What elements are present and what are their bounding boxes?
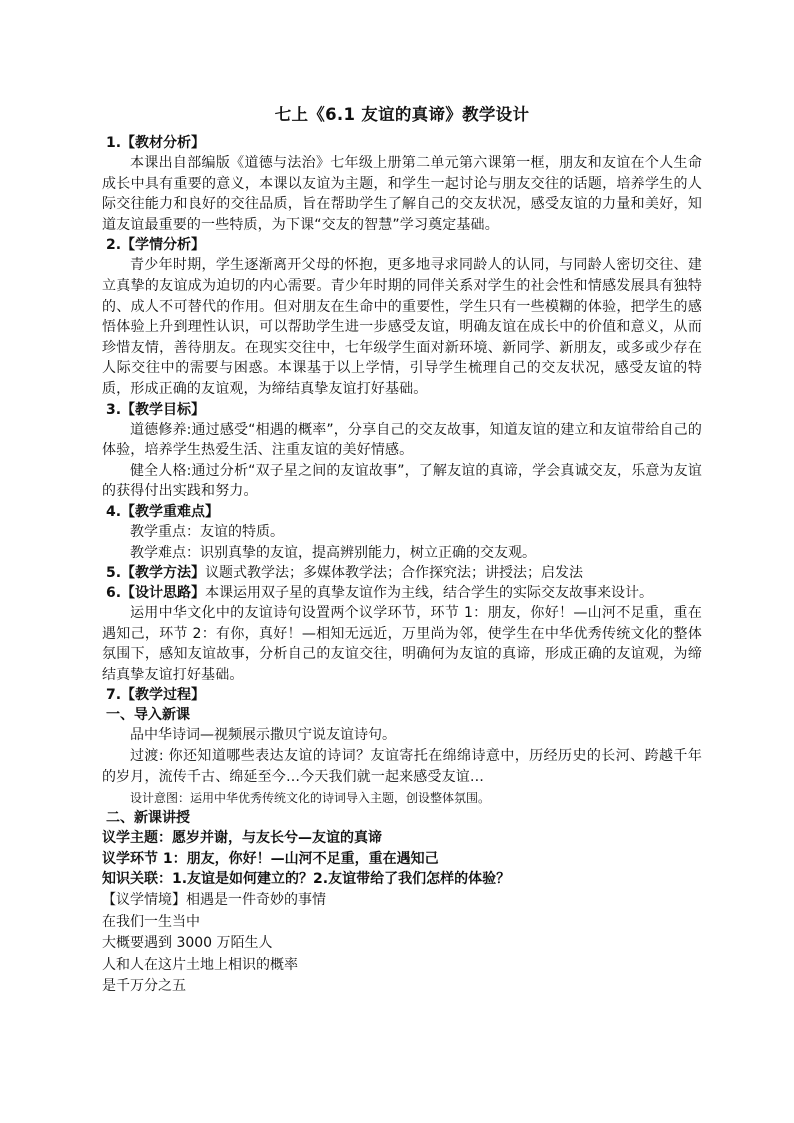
section-heading-methods: 5.【教学方法】 — [106, 565, 206, 582]
design-text: 运用中华文化中的友谊诗句设置两个议学环节，环节 1：朋友，你好！—山河不足重，重在遇知己，环节 2：有你，真好！—相知无远近，万里尚为邻，使学生在中华优秀传统文化的整体氛围下，感知友谊故事，分析自己的友谊交往，明确何为友谊的真谛，形成正确的友谊观，为缔结真挚友谊打好基础。 — [102, 605, 702, 683]
goal-personality-text: 健全人格:通过分析“双子星之间的友谊故事”，了解友谊的真谛，学会真诚交友，乐意为友谊的获得付出实践和努力。 — [102, 462, 702, 500]
poem-line: 人和人在这片土地上相识的概率 — [102, 956, 298, 973]
poem-line: 在我们一生当中 — [102, 913, 200, 930]
goal-moral-text: 道德修养:通过感受“相遇的概率”，分享自己的交友故事，知道友谊的建立和友谊带给自己的体验，培养学生热爱生活、注重友谊的美好情感。 — [102, 421, 702, 459]
design-inline-text: 本课运用双子星的真挚友谊作为主线，结合学生的实际交友故事来设计。 — [205, 585, 654, 602]
process-heading-new-lesson: 二、新课讲授 — [106, 810, 190, 827]
section-heading-key-points: 4.【教学重难点】 — [106, 503, 220, 520]
section-design — [102, 583, 702, 603]
process-heading-intro: 一、导入新课 — [106, 707, 190, 724]
scene-label: 【议学情境】 — [102, 892, 186, 909]
design-intent-note: 设计意图：运用中华优秀传统文化的诗词导入主题，创设整体氛围。 — [130, 791, 491, 806]
discussion-topic: 议学主题：愿岁并谢，与友长兮—友谊的真谛 — [102, 830, 382, 847]
document-title: 七上《6.1 友谊的真谛》教学设计 — [274, 105, 530, 124]
section-heading-process: 7.【教学过程】 — [106, 687, 206, 704]
section-heading-student-analysis: 2.【学情分析】 — [106, 237, 206, 254]
scene-text: 相遇是一件奇妙的事情 — [186, 892, 326, 909]
section-heading-teaching-goals: 3.【教学目标】 — [106, 401, 206, 418]
knowledge-link: 知识关联：1.友谊是如何建立的？2.友谊带给了我们怎样的体验？ — [102, 871, 511, 888]
discussion-link-1: 议学环节 1：朋友，你好！—山河不足重，重在遇知己 — [102, 850, 439, 867]
key-point-text: 教学重点：友谊的特质。 — [130, 523, 284, 540]
transition-text: 过渡: 你还知道哪些表达友谊的诗词？友谊寄托在绵绵诗意中，历经历史的长河、跨越千年的岁月，流传千古、绵延至今…今天我们就一起来感受友谊… — [102, 748, 702, 785]
methods-text: 议题式教学法；多媒体教学法；合作探究法；讲授法；启发法 — [205, 565, 584, 582]
section-heading-design: 6.【设计思路】 — [106, 585, 206, 602]
section-methods — [102, 563, 702, 583]
document-page — [102, 104, 702, 998]
textbook-analysis-text: 本课出自部编版《道德与法治》七年级上册第二单元第六课第一框，朋友和友谊在个人生命成长中具有重要的意义，本课以友谊为主题，和学生一起讨论与朋友交往的话题，培养学生的人际交往能力和良好的交往品质，旨在帮助学生了解自己的交友状况，感受友谊的力量和美好，知道友谊最重要的一些特质，为下课“交友的智慧”学习奠定基础。 — [102, 155, 702, 233]
section-heading-textbook-analysis: 1.【教材分析】 — [106, 135, 206, 151]
student-analysis-text: 青少年时期，学生逐渐离开父母的怀抱，更多地寻求同龄人的认同，与同龄人密切交往、建立真挚的友谊成为迫切的内心需要。青少年时期的同伴关系对学生的社会性和情感发展具有独特的、成人不可替代的作用。但对朋友在生命中的重要性，学生只有一些模糊的体验，把学生的感悟体验上升到理性认识，可以帮助学生进一步感受友谊，明确友谊在成长中的价值和意义，从而珍惜友情，善待朋友。在现实交往中，七年级学生面对新环境、新同学、新朋友，或多或少存在人际交往中的需要与困惑。本课基于以上学情，引导学生梳理自己的交友状况，感受友谊的特质，形成正确的友谊观，为缔结真挚友谊打好基础。 — [102, 257, 702, 397]
poem-line: 大概要遇到 3000 万陌生人 — [102, 935, 273, 952]
difficult-point-text: 教学难点：识别真挚的友谊，提高辨别能力，树立正确的交友观。 — [130, 544, 536, 561]
poem-line: 是千万分之五 — [102, 978, 186, 995]
discussion-scene — [102, 890, 702, 912]
intro-text: 品中华诗词—视频展示撒贝宁说友谊诗句。 — [130, 727, 396, 744]
